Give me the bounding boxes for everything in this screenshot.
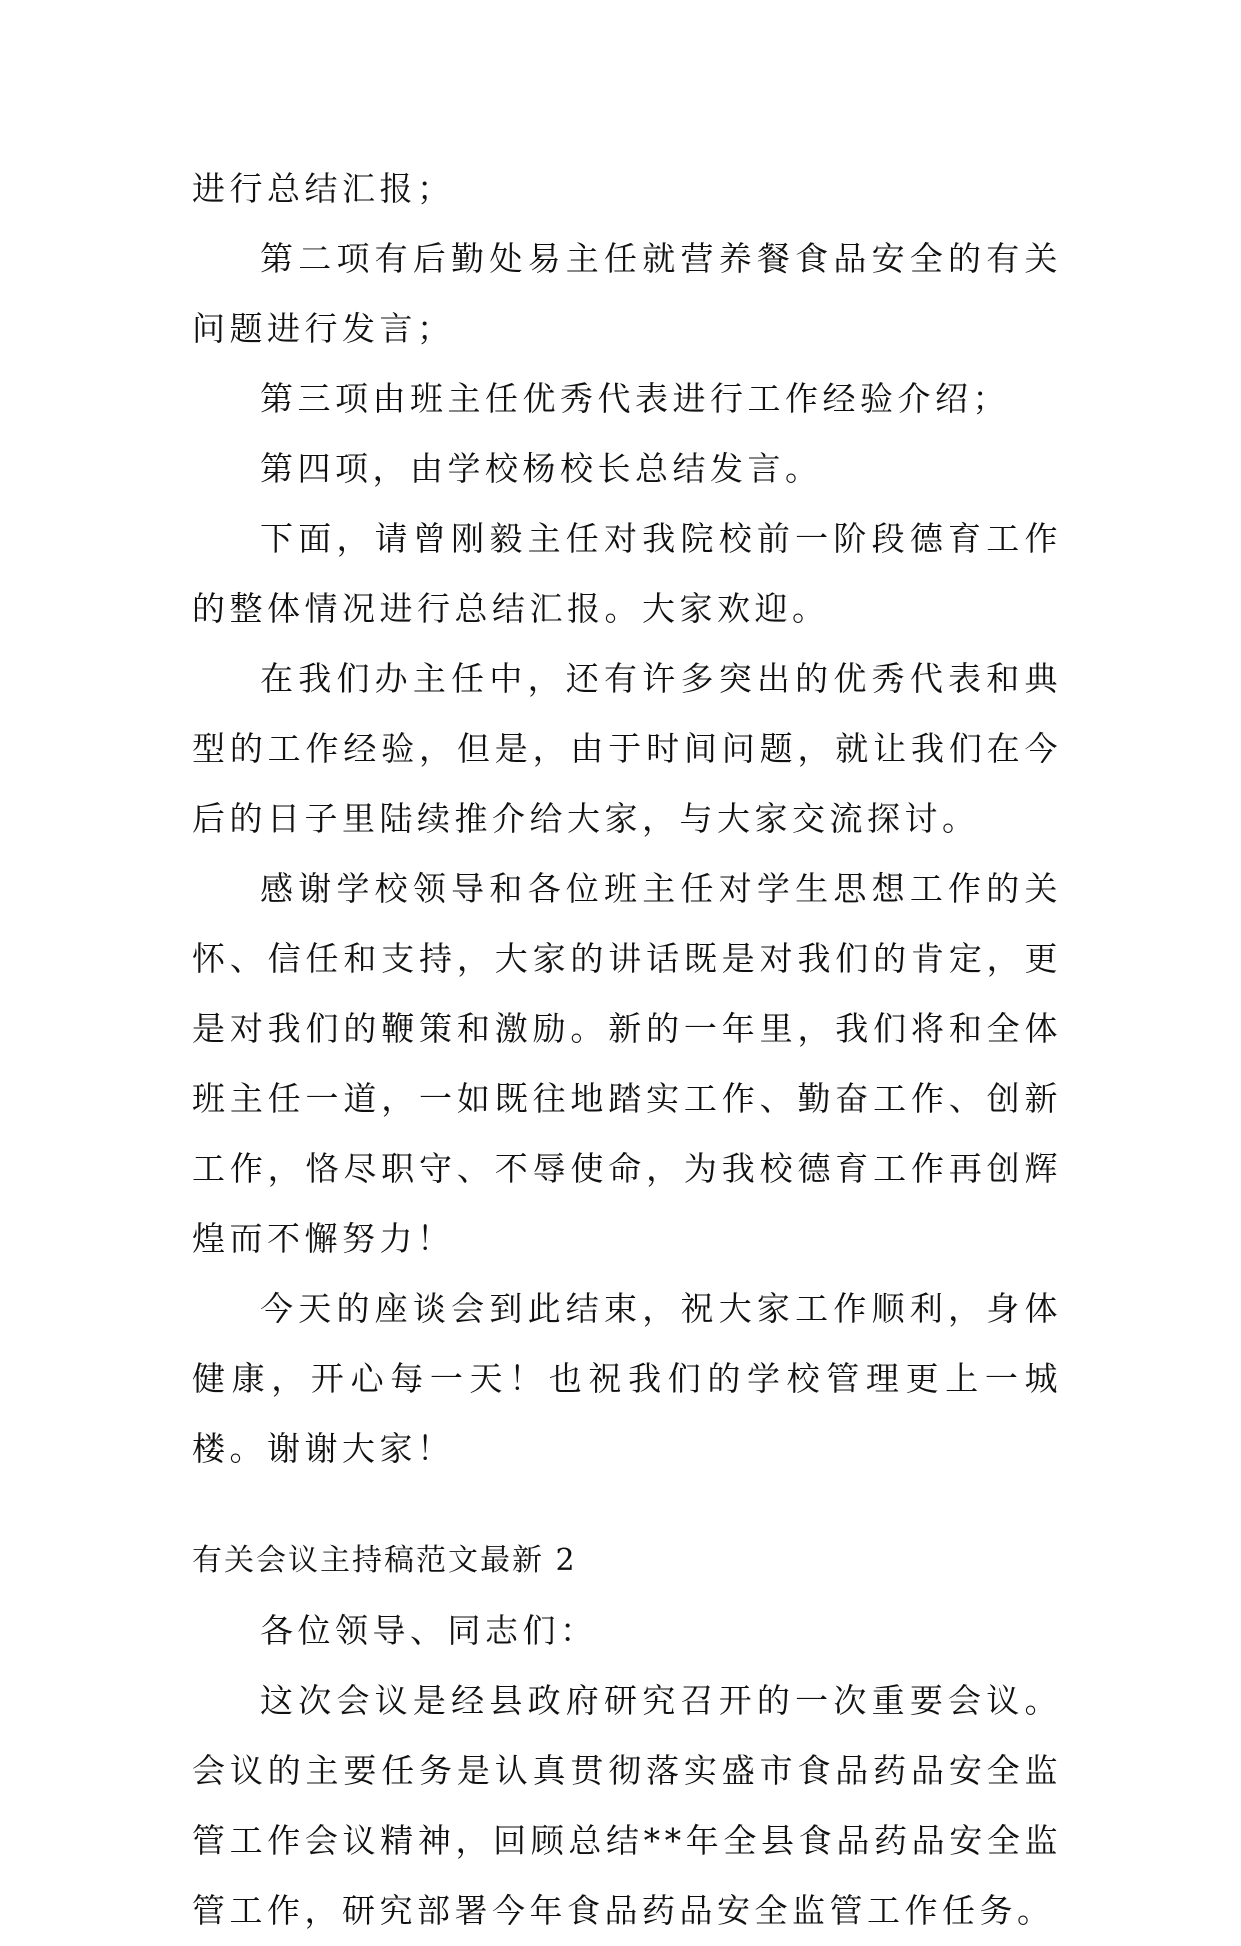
paragraph-intro: 这次会议是经县政府研究召开的一次重要会议。会议的主要任务是认真贯彻落实盛市食品药品安全监管工作会议精神，回顾总结**年全县食品药品安全监管工作，研究部署今年食品药品安全监管工作任务。 xyxy=(192,1681,1062,1930)
paragraph-next-speaker: 下面，请曾刚毅主任对我院校前一阶段德育工作的整体情况进行总结汇报。大家欢迎。 xyxy=(192,519,1062,628)
paragraph-experience: 在我们办主任中，还有许多突出的优秀代表和典型的工作经验，但是，由于时间问题，就让我们在今后的日子里陆续推介给大家，与大家交流探讨。 xyxy=(192,659,1062,838)
paragraph-continuation: 进行总结汇报； xyxy=(192,169,455,208)
paragraph-salutation: 各位领导、同志们： xyxy=(260,1611,598,1650)
paragraph-item-3: 第三项由班主任优秀代表进行工作经验介绍； xyxy=(260,379,1010,418)
paragraph-closing: 今天的座谈会到此结束，祝大家工作顺利，身体健康，开心每一天！也祝我们的学校管理更上一城楼。谢谢大家！ xyxy=(192,1289,1062,1468)
paragraph-item-4: 第四项，由学校杨校长总结发言。 xyxy=(260,449,823,488)
document-body xyxy=(192,154,1062,1946)
paragraph-item-2: 第二项有后勤处易主任就营养餐食品安全的有关问题进行发言； xyxy=(192,239,1062,348)
paragraph-thanks: 感谢学校领导和各位班主任对学生思想工作的关怀、信任和支持，大家的讲话既是对我们的肯定，更是对我们的鞭策和激励。新的一年里，我们将和全体班主任一道，一如既往地踏实工作、勤奋工作、创新工作，恪尽职守、不辱使命，为我校德育工作再创辉煌而不懈努力！ xyxy=(192,869,1062,1258)
section-title: 有关会议主持稿范文最新 2 xyxy=(192,1543,577,1578)
